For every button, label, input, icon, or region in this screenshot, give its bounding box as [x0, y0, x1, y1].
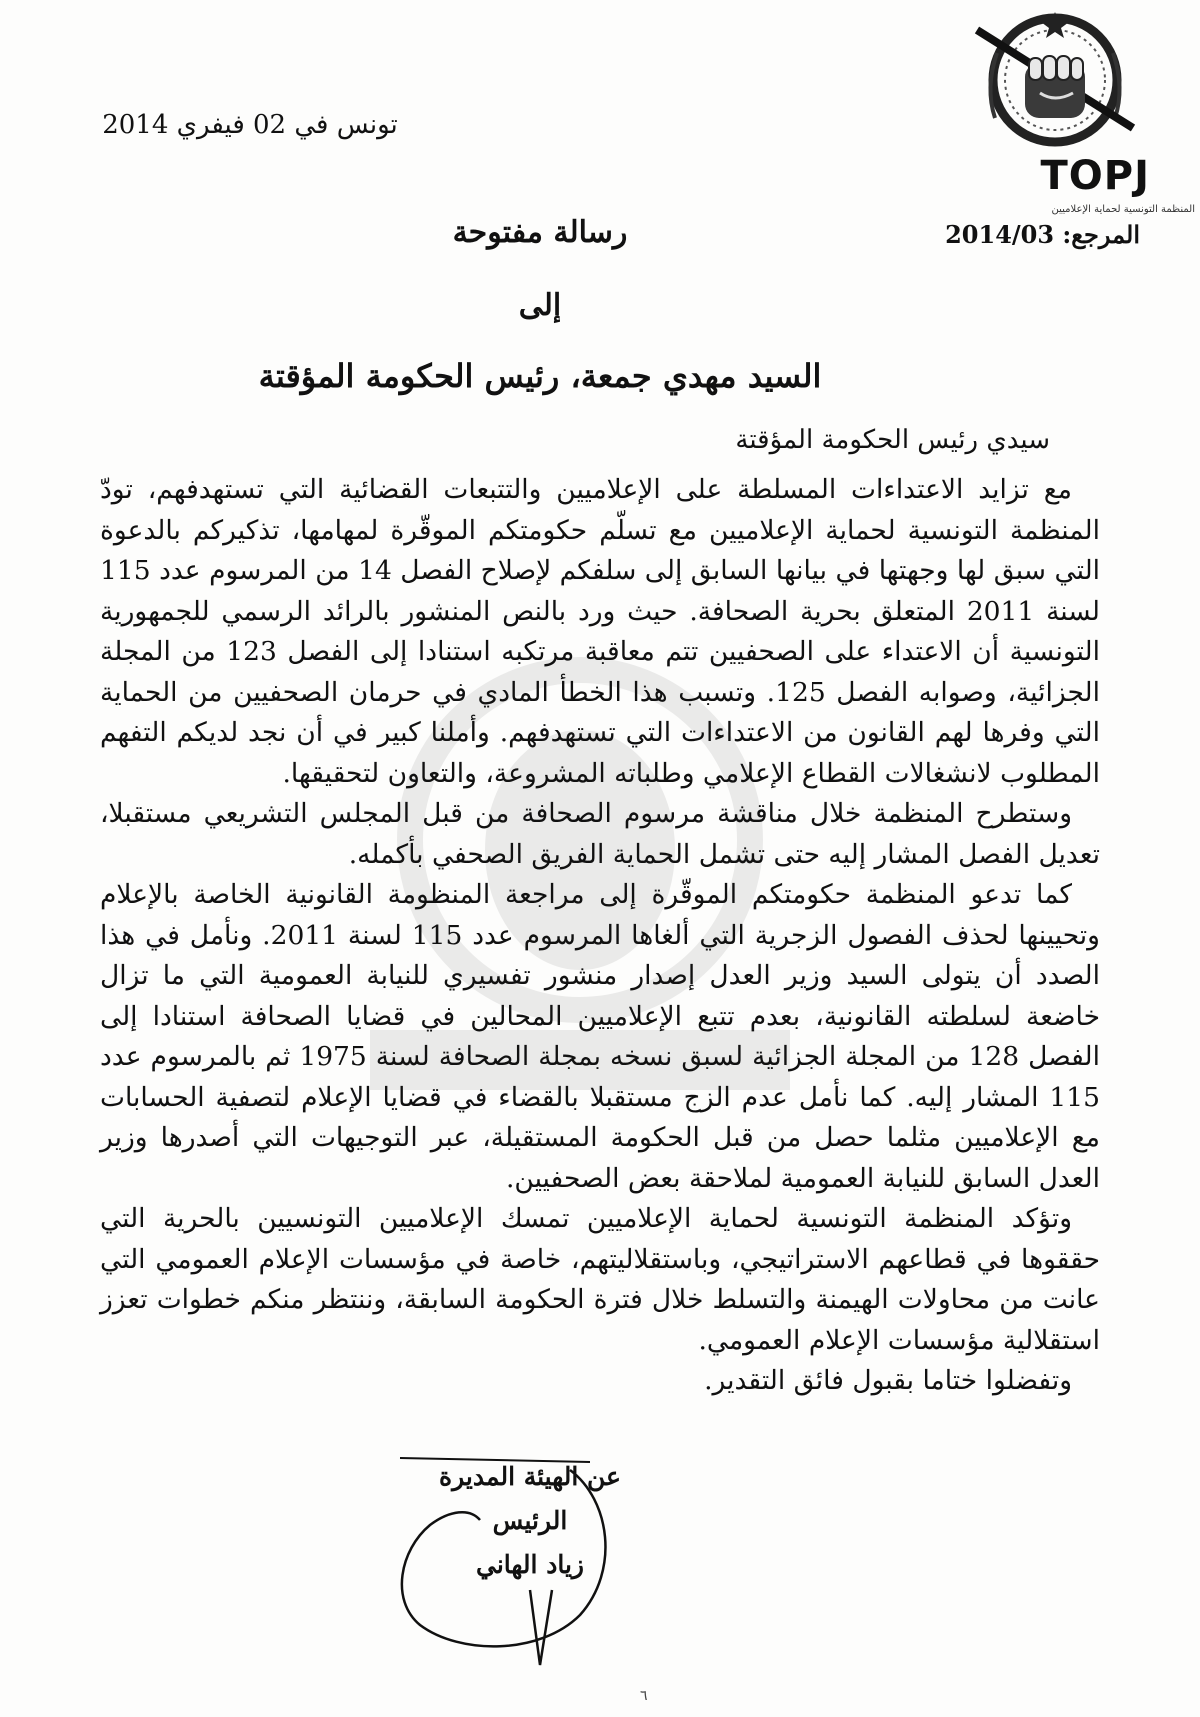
salutation: سيدي رئيس الحكومة المؤقتة	[735, 425, 1050, 455]
org-logo	[900, 8, 1195, 230]
reference-line	[945, 220, 1140, 249]
signature-block	[380, 1455, 680, 1587]
letter-body	[100, 470, 1100, 1402]
page-mark: ٦	[640, 1688, 648, 1704]
reference-number: 2014/03	[945, 220, 1055, 249]
body-paragraph: وتفضلوا ختاما بقبول فائق التقدير.	[704, 1365, 1072, 1396]
body-paragraph: كما تدعو المنظمة حكومتكم الموقّرة إلى مراجعة المنظومة القانونية الخاصة بالإعلام وتحيينها لحذف الفصول الزجرية التي ألغاها المرسوم عدد 115 لسنة 2011. ونأمل في هذا الصدد أن يتولى السيد وزير العدل إصدار منشور تفسيري للنيابة العمومية التي ما تزال خاضعة لسلطته القانونية، بعدم تتبع الإعلاميين المحالين في قضايا الصحافة استنادا إلى الفصل 128 من المجلة الجزائية لسبق نسخه بمجلة الصحافة لسنة 1975 ثم بالمرسوم عدد 115 المشار إليه. كما نأمل عدم الزج مستقبلا بالقضاء في قضايا الإعلام لتصفية الحسابات مع الإعلاميين مثلما حصل من قبل الحكومة المستقيلة، عبر التوجيهات التي أصدرها وزير العدل السابق للنيابة العمومية لملاحقة بعض الصحفيين.	[100, 879, 1100, 1194]
body-paragraph: وتؤكد المنظمة التونسية لحماية الإعلاميين تمسك الإعلاميين التونسيين بالحرية التي حققوها في قطاعهم الاستراتيجي، وباستقلاليتهم، خاصة في مؤسسات الإعلام العمومي التي عانت من محاولات الهيمنة والتسلط خلال فترة الحكومة السابقة، وننتظر منكم خطوات تعزز استقلالية مؤسسات الإعلام العمومي.	[100, 1203, 1100, 1356]
reference-label: المرجع:	[1062, 220, 1140, 249]
org-logo-subtitle: المنظمة التونسية لحماية الإعلاميين	[1051, 204, 1195, 215]
signature-name: زياد الهاني	[476, 1550, 584, 1579]
letter-to: إلى	[518, 288, 562, 323]
letter-recipient: السيد مهدي جمعة، رئيس الحكومة المؤقتة	[258, 357, 822, 395]
signature-org: عن الهيئة المديرة	[439, 1462, 621, 1491]
body-paragraph: مع تزايد الاعتداءات المسلطة على الإعلاميين والتتبعات القضائية التي تستهدفهم، تودّ المنظمة التونسية لحماية الإعلاميين مع تسلّم حكومتكم الموقّرة لمهامها، تذكيركم بالدعوة التي سبق لها وجهتها في بيانها السابق إلى سلفكم لإصلاح الفصل 14 من المرسوم عدد 115 لسنة 2011 المتعلق بحرية الصحافة. حيث ورد بالنص المنشور بالرائد الرسمي للجمهورية التونسية أن الاعتداء على الصحفيين تتم معاقبة مرتكبه استنادا إلى الفصل 123 من المجلة الجزائية، وصوابه الفصل 125. وتسبب هذا الخطأ المادي في حرمان الصحفيين من الحماية التي وفرها لهم القانون من الاعتداءات التي تستهدفهم. وأملنا كبير في أن نجد لديكم التفهم المطلوب لانشغالات القطاع الإعلامي وطلباته المشروعة، والتعاون لتحقيقها.	[100, 474, 1101, 789]
fist-emblem-icon	[955, 8, 1155, 158]
body-paragraph: وستطرح المنظمة خلال مناقشة مرسوم الصحافة من قبل المجلس التشريعي مستقبلا، تعديل الفصل المشار إليه حتى تشمل الحماية الفريق الصحفي بأكمله.	[100, 798, 1100, 870]
signature-role: الرئيس	[492, 1506, 568, 1535]
letter-title: رسالة مفتوحة	[452, 215, 628, 250]
letter-date: تونس في 02 فيفري 2014	[102, 110, 398, 140]
org-logo-text: TOPJ	[1040, 153, 1150, 199]
